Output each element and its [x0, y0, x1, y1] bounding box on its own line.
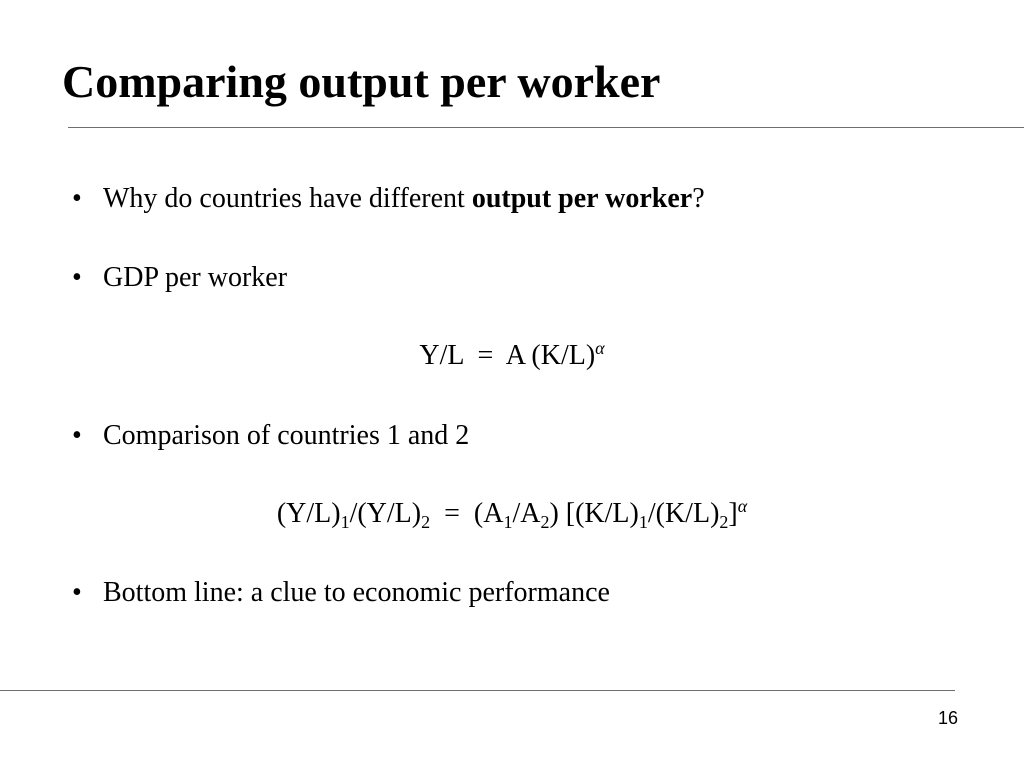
equation-subscript: 1 [503, 512, 513, 532]
equation-part: ] [728, 498, 738, 529]
footer-divider [0, 690, 955, 691]
equation-part: /(K/L) [647, 498, 720, 529]
bullet-text: GDP per worker [103, 262, 288, 293]
bullet-marker: • [72, 577, 82, 608]
slide-title: Comparing output per worker [62, 56, 661, 107]
bullet-text: Bottom line: a clue to economic performance [103, 577, 610, 608]
bullet-comparison [72, 419, 469, 453]
bullet-output-per-worker [72, 182, 705, 216]
equation-output-per-worker [0, 339, 1024, 373]
equation-subscript: 1 [638, 512, 648, 532]
bullet-bottom-line [72, 576, 610, 610]
equation-exponent: α [737, 496, 748, 516]
equation-lhs: Y/L [419, 340, 464, 371]
bullet-marker: • [72, 262, 82, 293]
bullet-gdp-per-worker [72, 261, 287, 295]
bullet-text: Comparison of countries 1 and 2 [103, 420, 470, 451]
equation-subscript: 2 [540, 512, 550, 532]
bullet-bold-text: output per worker [471, 183, 693, 214]
bullet-marker: • [72, 183, 82, 214]
equation-exponent: α [595, 338, 605, 358]
page-number: 16 [938, 708, 959, 728]
equation-part: (Y/L) [276, 498, 341, 529]
equation-equals: = [463, 340, 506, 371]
equation-equals: = [430, 498, 474, 529]
equation-country-comparison [0, 497, 1024, 531]
equation-subscript: 1 [340, 512, 350, 532]
bullet-text-end: ? [692, 183, 705, 214]
equation-part: ) [(K/L) [549, 498, 639, 529]
equation-part: /A [512, 498, 541, 529]
equation-part: (A [473, 498, 504, 529]
title-divider [68, 127, 1024, 128]
equation-rhs: A (K/L) [505, 340, 596, 371]
bullet-text: Why do countries have different [103, 183, 472, 214]
equation-subscript: 2 [421, 512, 431, 532]
equation-part: /(Y/L) [349, 498, 422, 529]
equation-subscript: 2 [719, 512, 729, 532]
bullet-marker: • [72, 420, 82, 451]
